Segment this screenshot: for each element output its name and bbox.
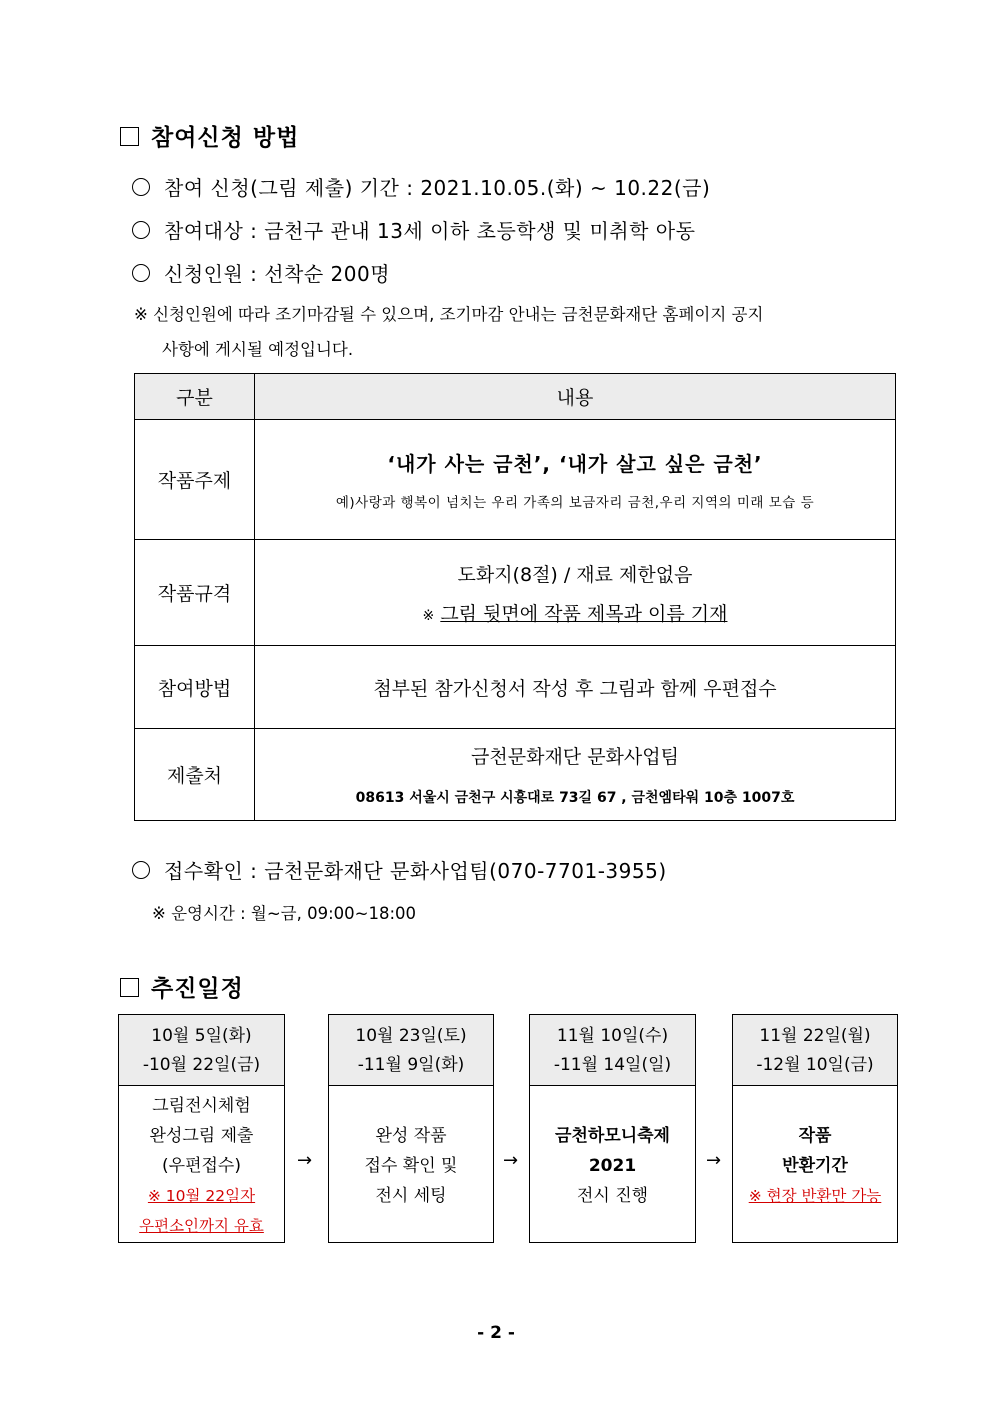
row-label-method: 참여방법	[135, 646, 255, 729]
schedule-step-4	[732, 1014, 898, 1243]
page-number: - 2 -	[477, 1323, 515, 1343]
bullet-text: 접수확인 : 금천문화재단 문화사업팀(070-7701-3955)	[164, 859, 667, 883]
table-row-method	[135, 646, 896, 729]
step-line: 전시 진행	[576, 1186, 649, 1206]
bullet-text: 신청인원 : 선착순 200명	[164, 262, 391, 286]
bullet-period	[132, 172, 710, 201]
schedule-dates	[119, 1015, 284, 1086]
arrow-right-icon: →	[706, 1150, 722, 1171]
table-header-row	[135, 374, 896, 420]
bullet-confirm	[132, 855, 667, 884]
section-title-text: 추진일정	[151, 976, 244, 1002]
step-note: ※ 현장 반환만 가능	[748, 1187, 882, 1205]
table-row-theme	[135, 420, 896, 540]
bullet-text: 참여대상 : 금천구 관내 13세 이하 초등학생 및 미취학 아동	[164, 219, 696, 243]
step-note: ※ 10월 22일자	[147, 1187, 256, 1205]
circle-bullet-icon	[132, 861, 150, 879]
checkbox-square-icon	[120, 978, 139, 997]
spec-note-text: 그림 뒷면에 작품 제목과 이름 기재	[440, 602, 728, 625]
date-end: -11월 9일(화)	[357, 1055, 465, 1075]
schedule-dates	[329, 1015, 493, 1086]
step-line: (우편접수)	[162, 1156, 241, 1176]
schedule-body	[329, 1086, 493, 1211]
date-start: 10월 5일(화)	[151, 1026, 252, 1046]
step-line: 그림전시체험	[152, 1096, 251, 1116]
schedule-body	[119, 1086, 284, 1241]
note-line-2: 사항에 게시될 예정입니다.	[162, 340, 354, 359]
step-line: 완성 작품	[375, 1126, 447, 1146]
step-line: 전시 세팅	[375, 1186, 447, 1206]
row-label-spec: 작품규격	[135, 540, 255, 646]
date-start: 11월 22일(월)	[759, 1026, 871, 1046]
theme-main: ‘내가 사는 금천’, ‘내가 살고 싶은 금천’	[387, 452, 763, 476]
spec-line: 도화지(8절) / 재료 제한없음	[457, 563, 693, 586]
checkbox-square-icon	[120, 127, 139, 146]
circle-bullet-icon	[132, 221, 150, 239]
step-line: 반환기간	[782, 1156, 848, 1176]
schedule-step-3	[529, 1014, 696, 1243]
step-line: 금천하모니축제	[555, 1126, 670, 1146]
arrow-right-icon: →	[503, 1150, 519, 1171]
table-row-spec	[135, 540, 896, 646]
row-content-theme	[255, 420, 896, 540]
date-end: -10월 22일(금)	[142, 1055, 261, 1075]
schedule-body	[733, 1086, 897, 1211]
row-content-method: 첨부된 참가신청서 작성 후 그림과 함께 우편접수	[255, 646, 896, 729]
bullet-target	[132, 215, 695, 244]
schedule-body	[530, 1086, 695, 1211]
schedule-dates	[733, 1015, 897, 1086]
arrow-right-icon: →	[297, 1150, 313, 1171]
step-line: 완성그림 제출	[149, 1126, 254, 1146]
header-category: 구분	[135, 374, 255, 420]
row-content-spec	[255, 540, 896, 646]
step-line: 접수 확인 및	[364, 1156, 458, 1176]
schedule-dates	[530, 1015, 695, 1086]
info-table	[134, 373, 896, 821]
row-label-submit: 제출처	[135, 729, 255, 821]
section-title-application	[120, 119, 299, 152]
step-line: 작품	[798, 1126, 832, 1146]
schedule-step-2	[328, 1014, 494, 1243]
circle-bullet-icon	[132, 178, 150, 196]
schedule-step-1	[118, 1014, 285, 1243]
row-content-submit	[255, 729, 896, 821]
note-mark: ※	[422, 607, 435, 624]
theme-example: 예)사랑과 행복이 넘치는 우리 가족의 보금자리 금천,우리 지역의 미래 모습 등	[335, 495, 815, 511]
note-line-1: ※ 신청인원에 따라 조기마감될 수 있으며, 조기마감 안내는 금천문화재단 홈페이지 공지	[134, 305, 764, 324]
date-start: 10월 23일(토)	[355, 1026, 467, 1046]
section-title-schedule	[120, 970, 244, 1003]
date-end: -11월 14일(일)	[553, 1055, 672, 1075]
header-content: 내용	[255, 374, 896, 420]
row-label-theme: 작품주제	[135, 420, 255, 540]
table-row-submit	[135, 729, 896, 821]
operating-hours-note: ※ 운영시간 : 월~금, 09:00~18:00	[152, 904, 416, 923]
date-end: -12월 10일(금)	[756, 1055, 874, 1075]
circle-bullet-icon	[132, 264, 150, 282]
step-line: 2021	[588, 1156, 637, 1176]
date-start: 11월 10일(수)	[556, 1026, 669, 1046]
bullet-capacity	[132, 258, 390, 287]
bullet-text: 참여 신청(그림 제출) 기간 : 2021.10.05.(화) ~ 10.22(금)	[164, 176, 711, 200]
section-title-text: 참여신청 방법	[151, 125, 300, 151]
spec-note	[255, 599, 895, 626]
submit-address: 08613 서울시 금천구 시흥대로 73길 67 , 금천엠타워 10층 1007호	[355, 790, 795, 806]
submit-org: 금천문화재단 문화사업팀	[471, 746, 679, 768]
step-note: 우편소인까지 유효	[139, 1217, 264, 1235]
